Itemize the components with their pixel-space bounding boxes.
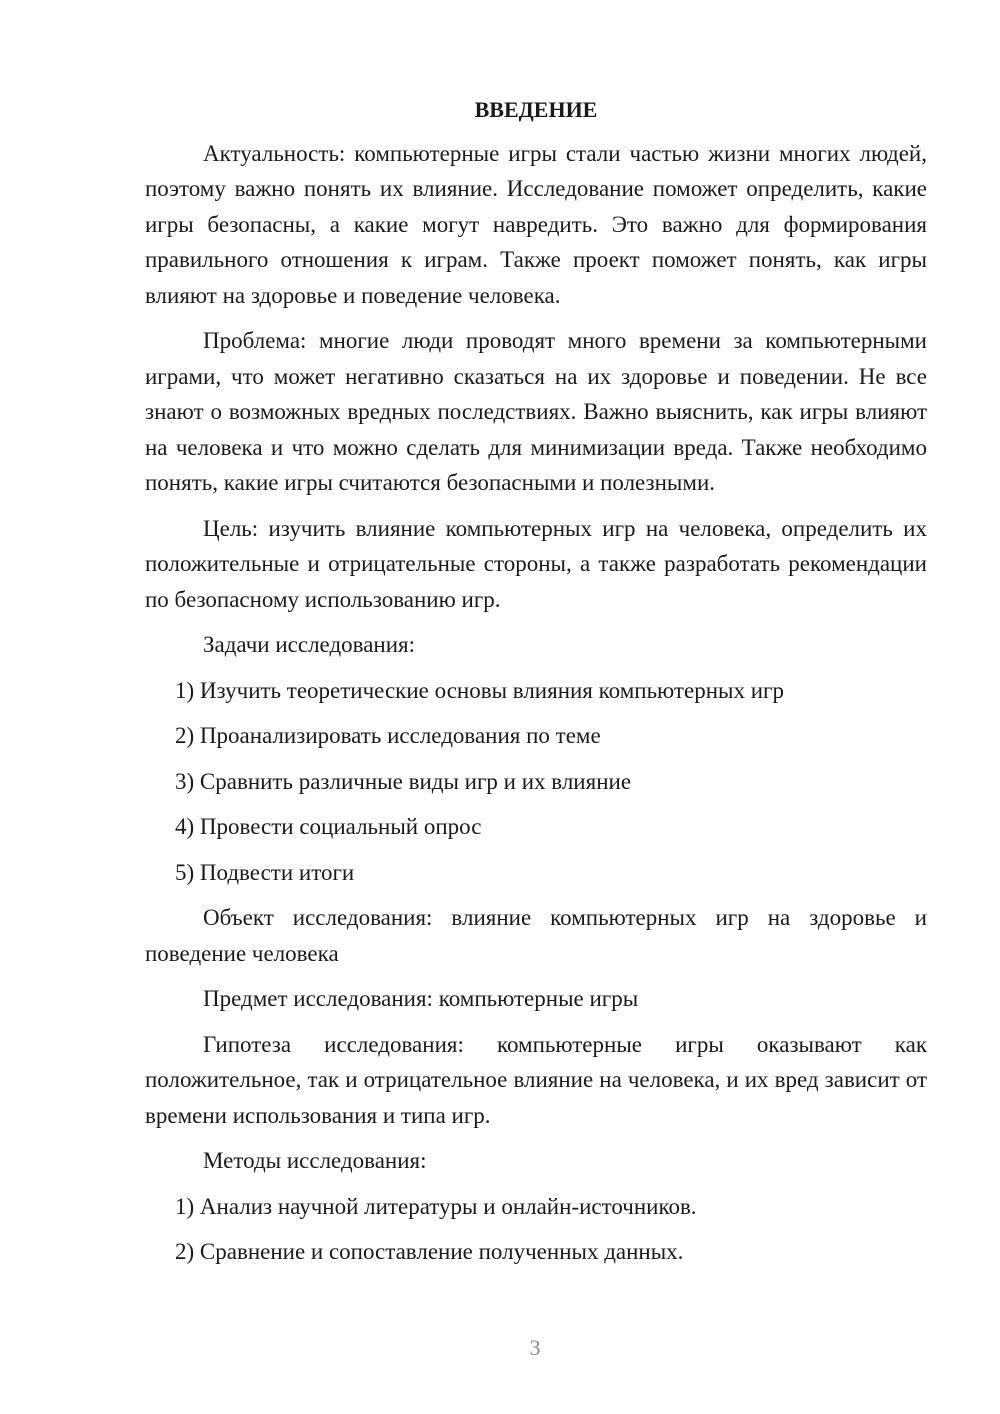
list-item: 2) Проанализировать исследования по теме (175, 723, 601, 748)
object-paragraph: Объект исследования: влияние компьютерных игр на здоровье и поведение человека (145, 905, 927, 966)
document-body (145, 92, 927, 1280)
page-number: 3 (529, 1335, 541, 1360)
section-heading: ВВЕДЕНИЕ (474, 97, 598, 122)
list-item: 5) Подвести итоги (175, 859, 355, 885)
list-item: 2) Сравнение и сопоставление полученных данных. (175, 1239, 684, 1264)
relevance-paragraph: Актуальность: компьютерные игры стали частью жизни многих людей, поэтому важно понять их влияние. Исследование поможет определить, какие игры безопасны, а какие могут навредить. Это важно для формирования правильного отношения к играм. Также проект поможет понять, как игры влияют на здоровье и поведение человека. (145, 140, 927, 308)
list-item: 3) Сравнить различные виды игр и их влияние (175, 768, 632, 794)
problem-paragraph: Проблема: многие люди проводят много времени за компьютерными играми, что может негативно сказаться на их здоровье и поведении. Не все знают о возможных вредных последствиях. Важно выяснить, как игры влияют на человека и что можно сделать для минимизации вреда. Также необходимо понять, какие игры считаются безопасными и полезными. (145, 328, 927, 495)
tasks-title: Задачи исследования: (203, 632, 416, 657)
methods-title: Методы исследования: (203, 1148, 427, 1173)
methods-list (145, 1189, 927, 1270)
list-item: 1) Изучить теоретические основы влияния компьютерных игр (175, 677, 784, 703)
goal-paragraph: Цель: изучить влияние компьютерных игр на человека, определить их положительные и отрицательные стороны, а также разработать рекомендации по безопасному использованию игр. (145, 515, 927, 612)
tasks-list (145, 673, 927, 891)
hypothesis-paragraph: Гипотеза исследования: компьютерные игры оказывают как положительное, так и отрицательное влияние на человека, и их вред зависит от времени использования и типа игр. (145, 1031, 927, 1128)
list-item: 4) Провести социальный опрос (175, 814, 482, 839)
subject-paragraph: Предмет исследования: компьютерные игры (203, 986, 639, 1011)
list-item: 1) Анализ научной литературы и онлайн-источников. (175, 1193, 697, 1219)
